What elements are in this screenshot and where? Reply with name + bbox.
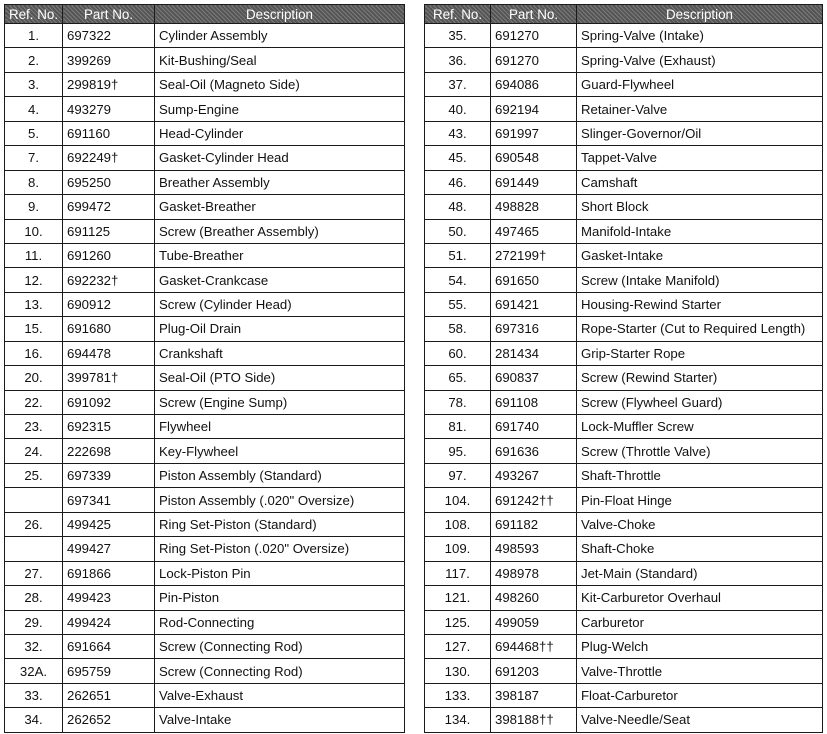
ref-no-cell: 25. [5, 463, 63, 487]
description-header: Description [155, 5, 405, 24]
table-row [425, 488, 823, 512]
description-cell: Cylinder Assembly [155, 24, 405, 48]
part-no-cell: 691242†† [491, 488, 577, 512]
part-no-cell: 499427 [63, 537, 155, 561]
part-no-cell: 692194 [491, 97, 577, 121]
description-cell: Screw (Breather Assembly) [155, 219, 405, 243]
part-no-cell: 691270 [491, 48, 577, 72]
ref-no-cell: 95. [425, 439, 491, 463]
part-no-cell: 697341 [63, 488, 155, 512]
ref-no-cell: 50. [425, 219, 491, 243]
table-row [425, 439, 823, 463]
description-cell: Sump-Engine [155, 97, 405, 121]
ref-no-cell: 54. [425, 268, 491, 292]
table-row [425, 219, 823, 243]
description-cell: Screw (Rewind Starter) [577, 366, 823, 390]
table-row [425, 146, 823, 170]
description-cell: Rod-Connecting [155, 610, 405, 634]
ref-no-cell: 125. [425, 610, 491, 634]
table-row [425, 48, 823, 72]
part-no-cell: 697339 [63, 463, 155, 487]
ref-no-cell: 117. [425, 561, 491, 585]
description-cell: Float-Carburetor [577, 683, 823, 707]
description-cell: Gasket-Crankcase [155, 268, 405, 292]
ref-no-cell: 134. [425, 708, 491, 732]
table-row [5, 121, 405, 145]
description-cell: Screw (Intake Manifold) [577, 268, 823, 292]
description-cell: Slinger-Governor/Oil [577, 121, 823, 145]
table-row [5, 610, 405, 634]
ref-no-cell: 60. [425, 341, 491, 365]
ref-no-header: Ref. No. [5, 5, 63, 24]
ref-no-cell: 48. [425, 195, 491, 219]
ref-no-cell: 33. [5, 683, 63, 707]
ref-no-cell: 58. [425, 317, 491, 341]
table-row [425, 610, 823, 634]
description-cell: Valve-Exhaust [155, 683, 405, 707]
ref-no-cell: 34. [5, 708, 63, 732]
part-no-cell: 690548 [491, 146, 577, 170]
ref-no-cell: 36. [425, 48, 491, 72]
table-row [5, 97, 405, 121]
table-row [425, 683, 823, 707]
description-cell: Spring-Valve (Exhaust) [577, 48, 823, 72]
table-row [5, 219, 405, 243]
ref-no-cell: 4. [5, 97, 63, 121]
parts-table-left [4, 4, 405, 733]
ref-no-cell: 15. [5, 317, 63, 341]
description-cell: Ring Set-Piston (.020" Oversize) [155, 537, 405, 561]
ref-no-cell: 5. [5, 121, 63, 145]
description-cell: Jet-Main (Standard) [577, 561, 823, 585]
description-cell: Lock-Muffler Screw [577, 415, 823, 439]
part-no-cell: 694478 [63, 341, 155, 365]
description-cell: Screw (Engine Sump) [155, 390, 405, 414]
description-cell: Housing-Rewind Starter [577, 292, 823, 316]
table-row [425, 586, 823, 610]
part-no-cell: 699472 [63, 195, 155, 219]
part-no-cell: 498978 [491, 561, 577, 585]
ref-no-cell: 46. [425, 170, 491, 194]
part-no-cell: 691182 [491, 512, 577, 536]
ref-no-cell: 32. [5, 634, 63, 658]
ref-no-cell: 81. [425, 415, 491, 439]
ref-no-cell: 1. [5, 24, 63, 48]
part-no-cell: 695759 [63, 659, 155, 683]
part-no-header: Part No. [63, 5, 155, 24]
table-row [425, 415, 823, 439]
description-cell: Lock-Piston Pin [155, 561, 405, 585]
part-no-cell: 695250 [63, 170, 155, 194]
part-no-cell: 691664 [63, 634, 155, 658]
part-no-cell: 697316 [491, 317, 577, 341]
part-no-cell: 493279 [63, 97, 155, 121]
part-no-header: Part No. [491, 5, 577, 24]
ref-no-cell: 121. [425, 586, 491, 610]
part-no-cell: 272199† [491, 243, 577, 267]
part-no-cell: 691125 [63, 219, 155, 243]
ref-no-cell: 55. [425, 292, 491, 316]
ref-no-cell: 20. [5, 366, 63, 390]
description-cell: Piston Assembly (Standard) [155, 463, 405, 487]
table-row [5, 659, 405, 683]
part-no-cell: 691449 [491, 170, 577, 194]
table-row [5, 366, 405, 390]
ref-no-cell: 40. [425, 97, 491, 121]
table-row [425, 170, 823, 194]
part-no-cell: 690837 [491, 366, 577, 390]
ref-no-cell: 45. [425, 146, 491, 170]
parts-table-left-body [5, 24, 405, 733]
part-no-cell: 398188†† [491, 708, 577, 732]
part-no-cell: 262652 [63, 708, 155, 732]
table-row [425, 708, 823, 732]
table-row [5, 634, 405, 658]
table-row [425, 268, 823, 292]
part-no-cell: 281434 [491, 341, 577, 365]
part-no-cell: 692315 [63, 415, 155, 439]
table-row [5, 170, 405, 194]
description-cell: Short Block [577, 195, 823, 219]
part-no-cell: 691866 [63, 561, 155, 585]
ref-no-cell: 133. [425, 683, 491, 707]
description-cell: Valve-Intake [155, 708, 405, 732]
ref-no-cell: 16. [5, 341, 63, 365]
ref-no-cell: 13. [5, 292, 63, 316]
ref-no-cell: 127. [425, 634, 491, 658]
table-row [425, 97, 823, 121]
ref-no-cell: 65. [425, 366, 491, 390]
description-cell: Head-Cylinder [155, 121, 405, 145]
description-cell: Shaft-Throttle [577, 463, 823, 487]
ref-no-cell: 27. [5, 561, 63, 585]
table-row [425, 24, 823, 48]
description-cell: Seal-Oil (Magneto Side) [155, 72, 405, 96]
table-row [5, 72, 405, 96]
part-no-cell: 692249† [63, 146, 155, 170]
table-row [5, 317, 405, 341]
description-cell: Carburetor [577, 610, 823, 634]
description-cell: Crankshaft [155, 341, 405, 365]
ref-no-cell: 3. [5, 72, 63, 96]
description-cell: Screw (Connecting Rod) [155, 659, 405, 683]
table-row [5, 243, 405, 267]
part-no-cell: 691650 [491, 268, 577, 292]
description-cell: Guard-Flywheel [577, 72, 823, 96]
description-cell: Breather Assembly [155, 170, 405, 194]
part-no-cell: 299819† [63, 72, 155, 96]
description-cell: Rope-Starter (Cut to Required Length) [577, 317, 823, 341]
table-row [5, 48, 405, 72]
ref-no-cell: 28. [5, 586, 63, 610]
table-row [5, 341, 405, 365]
table-row [5, 195, 405, 219]
part-no-cell: 498260 [491, 586, 577, 610]
ref-no-cell [5, 488, 63, 512]
table-row [5, 512, 405, 536]
ref-no-cell: 9. [5, 195, 63, 219]
table-row [425, 121, 823, 145]
ref-no-cell: 23. [5, 415, 63, 439]
part-no-cell: 691092 [63, 390, 155, 414]
part-no-cell: 691636 [491, 439, 577, 463]
description-cell: Flywheel [155, 415, 405, 439]
description-cell: Key-Flywheel [155, 439, 405, 463]
ref-no-cell: 109. [425, 537, 491, 561]
table-header-row [5, 5, 405, 24]
table-row [5, 24, 405, 48]
part-no-cell: 498593 [491, 537, 577, 561]
table-row [5, 463, 405, 487]
ref-no-cell: 108. [425, 512, 491, 536]
part-no-cell: 499423 [63, 586, 155, 610]
ref-no-cell: 12. [5, 268, 63, 292]
part-no-cell: 691160 [63, 121, 155, 145]
description-cell: Tappet-Valve [577, 146, 823, 170]
parts-table-right [424, 4, 823, 733]
part-no-cell: 691203 [491, 659, 577, 683]
ref-no-cell: 37. [425, 72, 491, 96]
ref-no-cell: 24. [5, 439, 63, 463]
description-cell: Spring-Valve (Intake) [577, 24, 823, 48]
part-no-cell: 399269 [63, 48, 155, 72]
part-no-cell: 691421 [491, 292, 577, 316]
ref-no-cell: 7. [5, 146, 63, 170]
description-cell: Piston Assembly (.020" Oversize) [155, 488, 405, 512]
table-row [5, 146, 405, 170]
table-row [5, 390, 405, 414]
table-row [425, 72, 823, 96]
parts-table-right-body [425, 24, 823, 733]
ref-no-cell: 104. [425, 488, 491, 512]
table-row [425, 463, 823, 487]
table-row [5, 439, 405, 463]
part-no-cell: 694468†† [491, 634, 577, 658]
table-row [425, 390, 823, 414]
table-header-row [425, 5, 823, 24]
description-cell: Gasket-Intake [577, 243, 823, 267]
part-no-cell: 499425 [63, 512, 155, 536]
part-no-cell: 691270 [491, 24, 577, 48]
part-no-cell: 493267 [491, 463, 577, 487]
part-no-cell: 691260 [63, 243, 155, 267]
description-cell: Pin-Float Hinge [577, 488, 823, 512]
table-row [5, 292, 405, 316]
table-row [425, 561, 823, 585]
table-row [425, 634, 823, 658]
description-cell: Grip-Starter Rope [577, 341, 823, 365]
table-row [5, 537, 405, 561]
description-cell: Screw (Throttle Valve) [577, 439, 823, 463]
description-cell: Seal-Oil (PTO Side) [155, 366, 405, 390]
table-row [425, 341, 823, 365]
part-no-cell: 497465 [491, 219, 577, 243]
table-row [425, 537, 823, 561]
description-cell: Kit-Bushing/Seal [155, 48, 405, 72]
description-cell: Valve-Throttle [577, 659, 823, 683]
description-header: Description [577, 5, 823, 24]
description-cell: Camshaft [577, 170, 823, 194]
part-no-cell: 691740 [491, 415, 577, 439]
part-no-cell: 697322 [63, 24, 155, 48]
part-no-cell: 690912 [63, 292, 155, 316]
description-cell: Pin-Piston [155, 586, 405, 610]
part-no-cell: 262651 [63, 683, 155, 707]
part-no-cell: 691997 [491, 121, 577, 145]
table-row [425, 243, 823, 267]
part-no-cell: 222698 [63, 439, 155, 463]
ref-no-cell: 2. [5, 48, 63, 72]
table-row [5, 561, 405, 585]
ref-no-cell: 97. [425, 463, 491, 487]
table-row [425, 512, 823, 536]
description-cell: Valve-Needle/Seat [577, 708, 823, 732]
description-cell: Plug-Oil Drain [155, 317, 405, 341]
ref-no-cell: 32A. [5, 659, 63, 683]
part-no-cell: 399781† [63, 366, 155, 390]
table-row [425, 366, 823, 390]
ref-no-cell: 22. [5, 390, 63, 414]
description-cell: Tube-Breather [155, 243, 405, 267]
description-cell: Manifold-Intake [577, 219, 823, 243]
ref-no-cell: 10. [5, 219, 63, 243]
ref-no-cell: 43. [425, 121, 491, 145]
ref-no-cell: 26. [5, 512, 63, 536]
ref-no-cell: 78. [425, 390, 491, 414]
table-row [425, 195, 823, 219]
ref-no-cell: 35. [425, 24, 491, 48]
ref-no-cell: 51. [425, 243, 491, 267]
table-row [425, 659, 823, 683]
description-cell: Valve-Choke [577, 512, 823, 536]
table-row [425, 292, 823, 316]
ref-no-cell: 29. [5, 610, 63, 634]
table-row [5, 415, 405, 439]
description-cell: Retainer-Valve [577, 97, 823, 121]
part-no-cell: 398187 [491, 683, 577, 707]
description-cell: Screw (Cylinder Head) [155, 292, 405, 316]
part-no-cell: 692232† [63, 268, 155, 292]
ref-no-cell: 130. [425, 659, 491, 683]
ref-no-cell [5, 537, 63, 561]
description-cell: Shaft-Choke [577, 537, 823, 561]
description-cell: Ring Set-Piston (Standard) [155, 512, 405, 536]
part-no-cell: 499059 [491, 610, 577, 634]
part-no-cell: 499424 [63, 610, 155, 634]
description-cell: Screw (Flywheel Guard) [577, 390, 823, 414]
part-no-cell: 498828 [491, 195, 577, 219]
part-no-cell: 691680 [63, 317, 155, 341]
table-row [5, 268, 405, 292]
table-row [425, 317, 823, 341]
description-cell: Gasket-Breather [155, 195, 405, 219]
table-row [5, 683, 405, 707]
table-row [5, 488, 405, 512]
part-no-cell: 694086 [491, 72, 577, 96]
description-cell: Gasket-Cylinder Head [155, 146, 405, 170]
part-no-cell: 691108 [491, 390, 577, 414]
table-row [5, 708, 405, 732]
ref-no-header: Ref. No. [425, 5, 491, 24]
table-row [5, 586, 405, 610]
description-cell: Kit-Carburetor Overhaul [577, 586, 823, 610]
ref-no-cell: 11. [5, 243, 63, 267]
description-cell: Screw (Connecting Rod) [155, 634, 405, 658]
description-cell: Plug-Welch [577, 634, 823, 658]
ref-no-cell: 8. [5, 170, 63, 194]
